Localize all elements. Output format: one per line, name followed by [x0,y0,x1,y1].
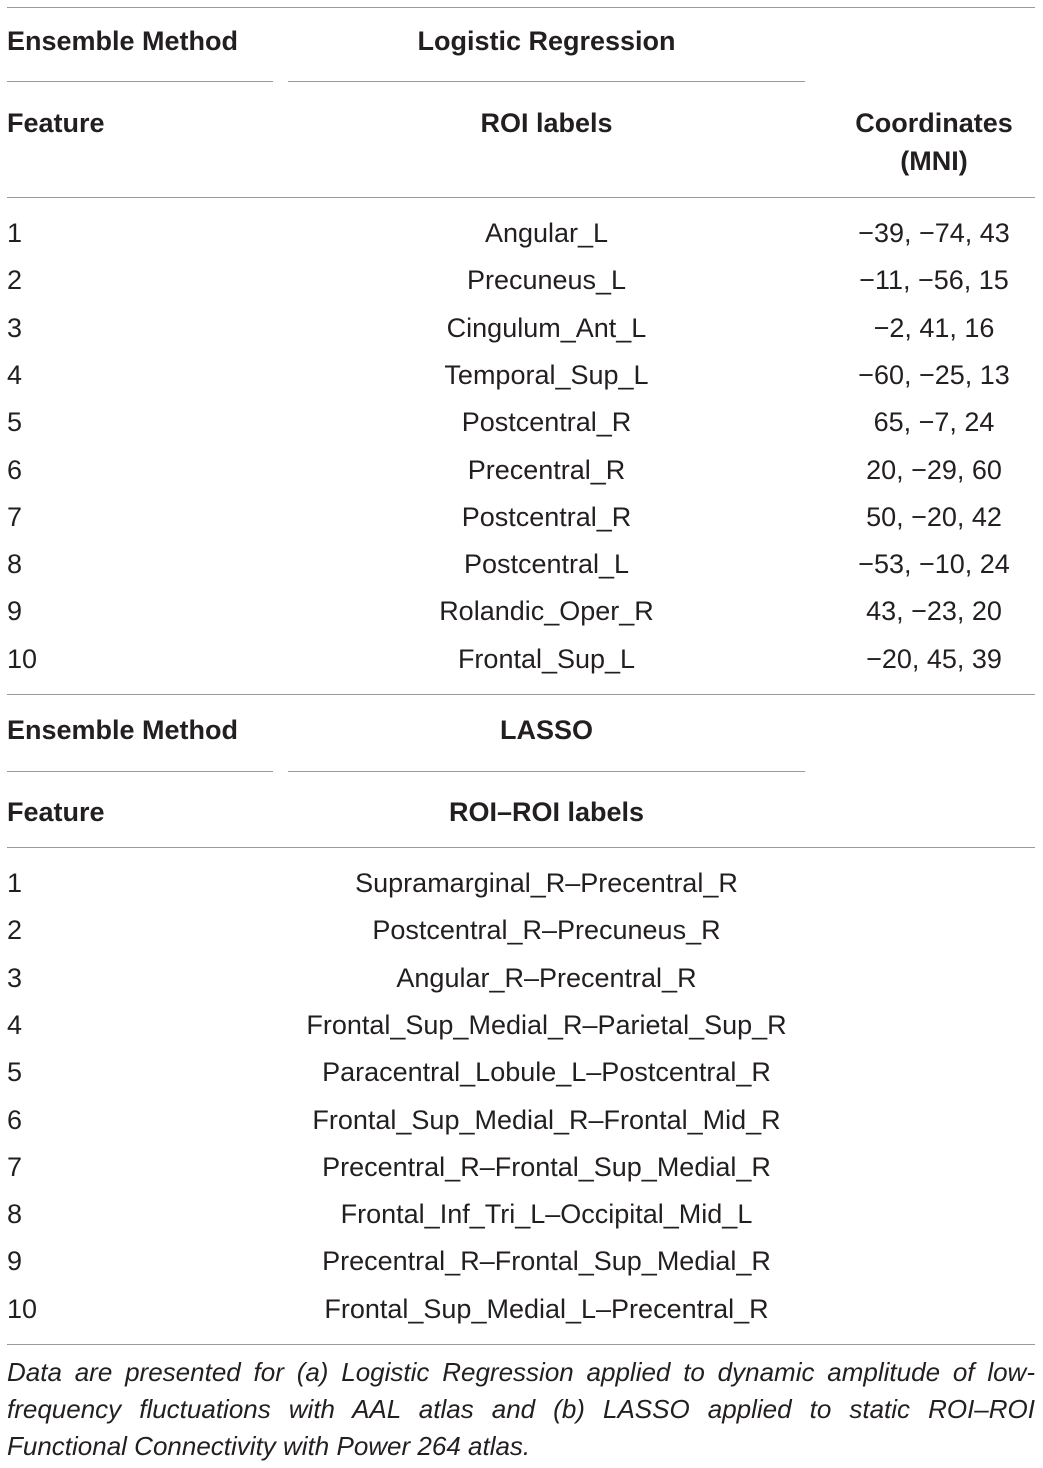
roi-label-cell: Temporal_Sup_L [444,359,649,390]
roi-label-cell: Angular_L [484,218,609,248]
method-underline-a [288,81,805,82]
mni-coordinates-cell: 43, −23, 20 [866,596,1002,627]
mni-coordinates-cell: −20, 45, 39 [866,643,1002,674]
feature-number-cell: 7 [7,501,23,532]
feature-number-cell: 10 [7,643,38,674]
roi-label-cell: Supramarginal_R–Precentral_R [355,868,738,898]
coordinates-header-line2: (MNI) [900,146,968,176]
roi-label-cell: Angular_R–Precentral_R [396,962,697,993]
feature-number-cell: 5 [7,407,23,438]
mni-coordinates-cell: 20, −29, 60 [866,454,1002,485]
feature-number-cell: 5 [7,1057,23,1088]
roi-labels-header-a: ROI labels [480,108,613,138]
feature-number-cell: 4 [7,1009,23,1040]
feature-number-cell: 7 [7,1151,23,1182]
feature-number-cell: 9 [7,1246,23,1277]
roi-label-cell: Rolandic_Oper_R [439,596,654,627]
roi-label-cell: Frontal_Sup_Medial_L–Precentral_R [324,1293,769,1324]
feature-number-cell: 8 [7,549,23,580]
roi-label-cell: Postcentral_R–Precuneus_R [372,915,721,946]
method-underline-b [288,771,805,772]
ensemble-method-header-b: Ensemble Method [7,715,239,745]
header-rule-a [7,197,1035,198]
roi-label-cell: Precentral_R–Frontal_Sup_Medial_R [322,1246,771,1277]
header-rule-b [7,847,1035,848]
feature-number-cell: 8 [7,1199,23,1230]
roi-label-cell: Frontal_Sup_L [457,643,636,674]
mni-coordinates-cell: −53, −10, 24 [858,549,1010,580]
mni-coordinates-cell: 50, −20, 42 [866,501,1002,532]
ensemble-method-header-a: Ensemble Method [7,26,239,56]
roi-label-cell: Postcentral_R [461,407,632,438]
top-rule [7,7,1035,8]
roi-label-cell: Frontal_Sup_Medial_R–Frontal_Mid_R [312,1104,781,1135]
mni-coordinates-cell: 65, −7, 24 [873,407,995,438]
ensemble-underline-b [7,771,273,772]
bottom-rule [7,1344,1035,1345]
feature-number-cell: 10 [7,1293,38,1324]
section-divider [7,694,1035,695]
roi-label-cell: Frontal_Sup_Medial_R–Parietal_Sup_R [306,1009,787,1040]
ensemble-underline-a [7,81,273,82]
coordinates-header-line1: Coordinates [855,108,1013,138]
roi-label-cell: Cingulum_Ant_L [446,312,647,343]
mni-coordinates-cell: −60, −25, 13 [858,359,1010,390]
roi-roi-labels-header-b: ROI–ROI labels [448,797,645,827]
method-name-a: Logistic Regression [417,26,676,56]
roi-label-cell: Postcentral_R [461,501,632,532]
roi-label-cell: Frontal_Inf_Tri_L–Occipital_Mid_L [340,1199,753,1230]
roi-label-cell: Postcentral_L [463,549,630,580]
table-footnote: Data are presented for (a) Logistic Regression applied to dynamic amplitude of low-frequency fluctuations with AAL atlas and (b) LASSO applied to static ROI–ROI Functional Connectivity with Power 264 atlas. [7,1357,1035,1461]
feature-number-cell: 4 [7,359,23,390]
roi-label-cell: Precuneus_L [466,265,627,296]
method-name-b: LASSO [499,715,593,745]
feature-number-cell: 2 [7,265,23,296]
feature-number-cell: 9 [7,596,23,627]
feature-header-b: Feature [7,797,105,827]
roi-label-cell: Precentral_R [467,454,626,485]
roi-label-cell: Precentral_R–Frontal_Sup_Medial_R [322,1151,771,1182]
feature-number-cell: 6 [7,1104,23,1135]
feature-header-a: Feature [7,108,105,138]
feature-number-cell: 3 [7,312,23,343]
feature-number-cell: 6 [7,454,23,485]
mni-coordinates-cell: −11, −56, 15 [859,265,1009,296]
mni-coordinates-cell: −39, −74, 43 [858,218,1010,248]
feature-number-cell: 1 [7,868,23,898]
feature-number-cell: 1 [7,218,23,248]
roi-label-cell: Paracentral_Lobule_L–Postcentral_R [322,1057,771,1088]
feature-number-cell: 2 [7,915,23,946]
feature-number-cell: 3 [7,962,23,993]
mni-coordinates-cell: −2, 41, 16 [873,312,995,343]
